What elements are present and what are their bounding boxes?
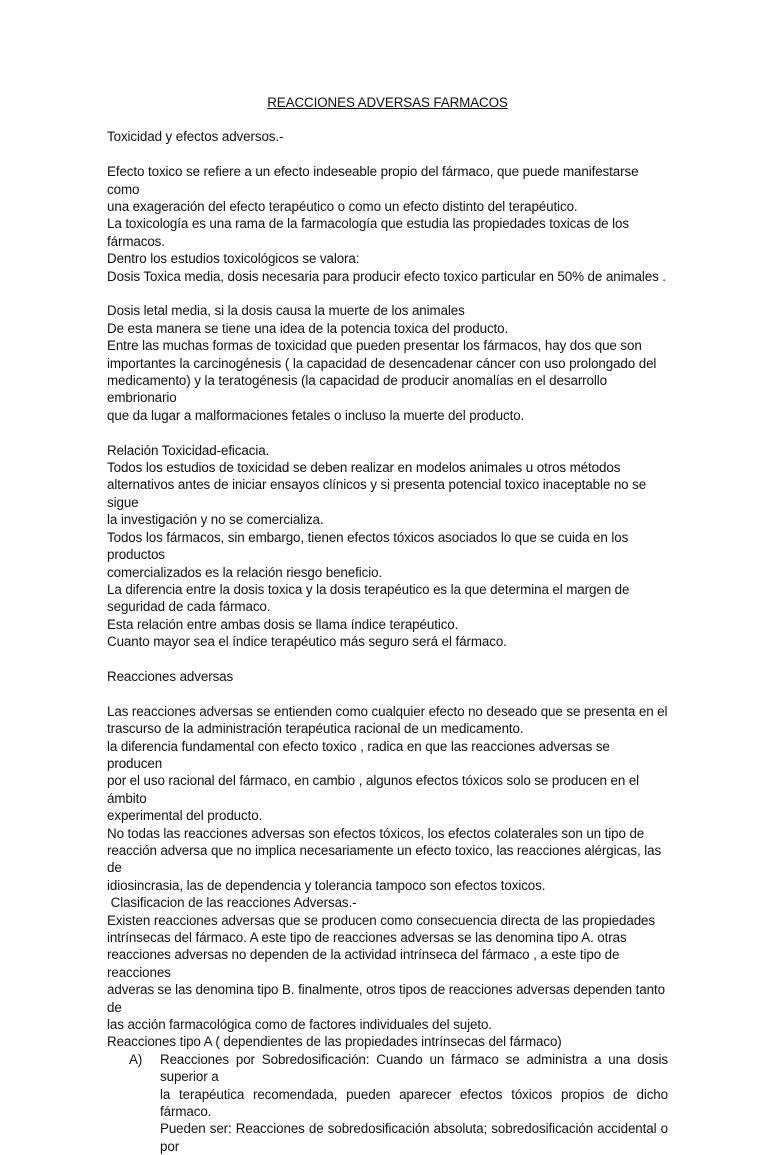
text-line: Esta relación entre ambas dosis se llama índice terapéutico.	[107, 616, 459, 632]
text-line: Efecto toxico se refiere a un efecto indeseable propio del fármaco, que puede manifestarse como	[107, 164, 639, 197]
text-line: la diferencia fundamental con efecto toxico , radica en que las reacciones adversas se producen	[107, 738, 610, 771]
spacer	[107, 651, 668, 668]
text-line: Relación Toxicidad-eficacia.	[107, 442, 270, 458]
text-line: intrínsecas del fármaco. A este tipo de reacciones adversas se las denomina tipo A. otras	[107, 930, 627, 946]
text-line: una exageración del efecto terapéutico o como un efecto distinto del terapéutico.	[107, 199, 578, 215]
text-line: Clasificacion de las reacciones Adversas.-	[107, 895, 357, 911]
text-line: Dosis letal media, si la dosis causa la muerte de los animales	[107, 303, 465, 319]
spacer	[107, 146, 668, 163]
text-line: las acción farmacológica como de factores individuales del sujeto.	[107, 1017, 492, 1033]
text-line: reacciones adversas no dependen de la actividad intrínseca del fármaco , a este tipo de reacciones	[107, 947, 620, 980]
list-marker: A)	[129, 1051, 143, 1067]
text-line: que da lugar a malformaciones fetales o incluso la muerte del producto.	[107, 407, 525, 423]
text-line: reacción adversa que no implica necesariamente un efecto toxico, las reacciones alérgicas, las de	[107, 842, 662, 876]
text-line: Existen reacciones adversas que se producen como consecuencia directa de las propiedades	[107, 912, 655, 928]
text-line: trascurso de la administración terapéutica racional de un medicamento.	[107, 721, 524, 737]
text-line: Reacciones tipo A ( dependientes de las propiedades intrínsecas del fármaco)	[107, 1034, 562, 1050]
paragraph-reacciones-adversas	[107, 703, 668, 1051]
text-line: idiosincrasia, las de dependencia y tolerancia tampoco son efectos toxicos.	[107, 877, 546, 893]
text-line: De esta manera se tiene una idea de la potencia toxica del producto.	[107, 320, 509, 336]
section-heading-toxicidad: Toxicidad y efectos adversos.-	[107, 129, 284, 145]
text-line: La toxicología es una rama de la farmacología que estudia las propiedades toxicas de los fármacos.	[107, 216, 629, 249]
text-line: No todas las reacciones adversas son efectos tóxicos, los efectos colaterales son un tipo de	[107, 825, 645, 841]
spacer	[107, 285, 668, 302]
text-line: Entre las muchas formas de toxicidad que pueden presentar los fármacos, hay dos que son	[107, 338, 642, 354]
paragraph-efecto-toxico	[107, 163, 668, 285]
text-line: Dosis Toxica media, dosis necesaria para producir efecto toxico particular en 50% de animales .	[107, 268, 666, 284]
text-line: Pueden ser: Reacciones de sobredosificación absoluta; sobredosificación accidental o por	[160, 1121, 668, 1154]
text-line: por el uso racional del fármaco, en cambio , algunos efectos tóxicos solo se producen en el ámbito	[107, 773, 640, 806]
list-item-text	[160, 1051, 668, 1155]
paragraph-dosis-letal	[107, 302, 668, 424]
list-item-a	[129, 1051, 668, 1155]
text-line: comercializados es la relación riesgo beneficio.	[107, 564, 383, 580]
text-line: Cuanto mayor sea el índice terapéutico más seguro será el fármaco.	[107, 634, 507, 650]
text-line: alternativos antes de iniciar ensayos clínicos y si presenta potencial toxico inaceptable no se sigue	[107, 477, 647, 510]
spacer	[107, 685, 668, 702]
spacer	[107, 424, 668, 441]
text-line: adveras se las denomina tipo B. finalmente, otros tipos de reacciones adversas dependen tanto de	[107, 982, 665, 1015]
text-line: Dentro los estudios toxicológicos se valora:	[107, 251, 360, 267]
text-line: seguridad de cada fármaco.	[107, 599, 271, 615]
text-line: la investigación y no se comercializa.	[107, 512, 324, 528]
paragraph-toxicidad-eficacia	[107, 442, 668, 651]
text-line: experimental del producto.	[107, 808, 263, 824]
text-line: Reacciones por Sobredosificación: Cuando un fármaco se administra a una dosis superior a	[160, 1051, 668, 1085]
text-line: La diferencia entre la dosis toxica y la dosis terapéutico es la que determina el margen de	[107, 581, 630, 597]
text-line: Todos los fármacos, sin embargo, tienen efectos tóxicos asociados lo que se cuida en los productos	[107, 529, 629, 563]
section-heading-reacciones: Reacciones adversas	[107, 668, 234, 684]
text-line: medicamento) y la teratogénesis (la capacidad de producir anomalías en el desarrollo embrionario	[107, 373, 607, 406]
text-line: la terapéutica recomendada, pueden aparecer efectos tóxicos propios de dicho fármaco.	[160, 1086, 668, 1120]
text-line: Las reacciones adversas se entienden como cualquier efecto no deseado que se presenta en el	[107, 703, 668, 719]
document-title: REACCIONES ADVERSAS FARMACOS	[267, 95, 508, 110]
text-line: Todos los estudios de toxicidad se deben realizar en modelos animales u otros métodos	[107, 460, 621, 476]
text-line: importantes la carcinogénesis ( la capacidad de desencadenar cáncer con uso prolongado del	[107, 355, 657, 371]
